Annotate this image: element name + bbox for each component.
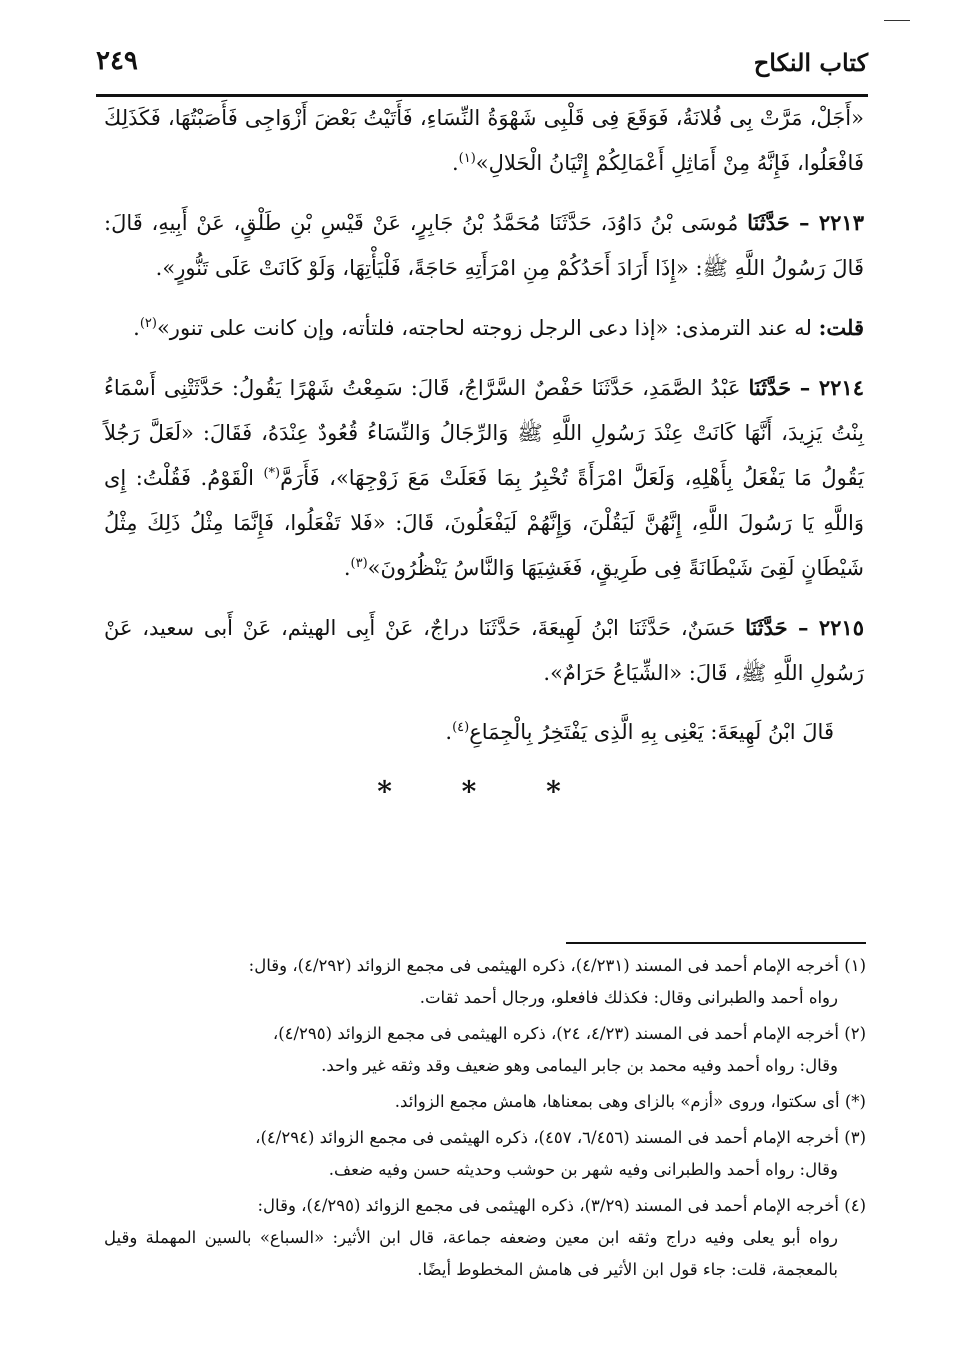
chapter-title: كتاب النكاح — [753, 48, 868, 77]
main-text — [104, 96, 864, 814]
hadith-2215: ٢٢١٥ – حَدَّثَنَا حَسَنٌ، حَدَّثَنَا ابْنُ لَهِيعَةَ، حَدَّثَنَا دراجٌ، عَنْ أَبِى الهيثم، عَنْ أَبى سعيد، عَنْ رَسُولِ اللَّهِ ﷺ، قَالَ: «الشِّيَاعُ حَرَامٌ». — [104, 615, 864, 685]
hadith-number: ٢٢١٤ – حَدَّثَنَا — [748, 375, 864, 400]
qult-note: قلت: له عند الترمذى: «إذا دعى الرجل زوجته لحاجته، فلتأته، وإن كانت على تنور»$^{(٢)}$. — [133, 315, 864, 340]
footnote-ref[interactable]: (٤) — [452, 720, 470, 735]
footnote-2: (٢) أخرجه الإمام أحمد فى المسند (٤/٢٣، ٢٤)، ذكره الهيثمى فى مجمع الزوائد (٤/٢٩٥)، وقال: رواه أحمد وفيه محمد بن جابر اليمامى وهو ضعيف وقد وثقه غير واحد. — [272, 1024, 866, 1075]
footnotes — [104, 950, 866, 1290]
footnote-1: (١) أخرجه الإمام أحمد فى المسند (٤/٢٣١)، ذكره الهيثمى فى مجمع الزوائد (٤/٢٩٢)، وقال: رواه أحمد والطبرانى وقال: فكذلك فافعلو، ورجال أحمد ثقات. — [248, 956, 866, 1007]
footnote-ref[interactable]: (٢) — [139, 316, 157, 331]
section-separator: * * * — [377, 775, 591, 808]
hadith-2214: ٢٢١٤ – حَدَّثَنَا عَبْدُ الصَّمَدِ، حَدَّثَنَا حَفْصٌ السَّرَّاجُ، قَالَ: سَمِعْتُ شَهْرًا يَقُولُ: حَدَّثَتْنِى أَسْمَاءُ بِنْتُ يَزِيدَ، أَنَّهَا كَانَتْ عِنْدَ رَسُولِ اللَّهِ ﷺ وَالرِّجَالُ وَالنِّسَاءُ قُعُودٌ عِنْدَهُ، فَقَالَ: «لَعَلَّ رَجُلاً يَقُولُ مَا يَفْعَلُ بِأَهْلِهِ، وَلَعَلَّ امْرَأَةً تُخْبِرُ بِمَا فَعَلَتْ مَعَ زَوْجِهَا»، فَأَرَمَّ(*) الْقَوْمُ. فَقُلْتُ: إِى وَاللَّهِ يَا رَسُولَ اللَّهِ، إِنَّهُنَّ لَيَقُلْنَ، وَإِنَّهُمْ لَيَفْعَلُونَ، قَالَ: «فَلا تَفْعَلُوا، فَإِنَّمَا مِثْلُ ذَلِكَ مِثْلُ شَيْطَانٍ لَقِىَ شَيْطَانَةً فِى طَرِيقٍ، فَغَشِيَهَا وَالنَّاسُ يَنْظُرُونَ»$^{(٣)}$. — [104, 375, 864, 580]
footnote-rule — [566, 942, 866, 944]
ibn-lahia-note: قَالَ ابْنُ لَهِيعَةَ: يَعْنِى بِهِ الَّذِى يَفْتَخِرُ بِالْجِمَاعِ$^{(٤)}$. — [445, 720, 834, 744]
hadith-number: ٢٢١٥ – حَدَّثَنَا — [745, 615, 864, 640]
page-header — [96, 40, 868, 90]
qult-label: قلت: — [818, 315, 864, 340]
footnote-ref[interactable]: (٣) — [350, 556, 368, 571]
footnote-3: (٣) أخرجه الإمام أحمد فى المسند (٦/٤٥٦، ٤٥٧)، ذكره الهيثمى فى مجمع الزوائد (٤/٢٩٤)، وقال: رواه أحمد والطبرانى وفيه شهر بن حوشب وحديثه حسن وفيه ضعف. — [255, 1128, 866, 1179]
footnote-ref[interactable]: (*) — [263, 466, 281, 481]
corner-mark — [884, 20, 910, 21]
hadith-number: ٢٢١٣ – حَدَّثَنَا — [747, 210, 864, 235]
paragraph-continuation: «أَجَلْ، مَرَّتْ بِى فُلانَةُ، فَوَقَعَ فِى قَلْبِى شَهْوَةُ النِّسَاءِ، فَأَتَيْتُ بَعْضَ أَزْوَاجِى فَأَصَبْتُهَا، فَكَذَلِكَ فَافْعَلُوا، فَإِنَّهُ مِنْ أَمَاثِلِ أَعْمَالِكُمْ إِتْيَانُ الْحَلالِ»$^{(١)}$. — [104, 106, 864, 175]
hadith-2213: ٢٢١٣ – حَدَّثَنَا مُوسَى بْنُ دَاوُدَ، حَدَّثَنَا مُحَمَّدُ بْنُ جَابِرٍ، عَنْ قَيْسِ بْنِ طَلْقٍ، عَنْ أَبِيهِ، قَالَ: قَالَ رَسُولُ اللَّهِ ﷺ: «إِذَا أَرَادَ أَحَدُكُمْ مِنِ امْرَأَتِهِ حَاجَةً، فَلْيَأْتِهَا، وَلَوْ كَانَتْ عَلَى تَنُّورٍ». — [104, 210, 864, 280]
page-number: ٢٤٩ — [96, 46, 138, 76]
footnote-4: (٤) أخرجه الإمام أحمد فى المسند (٣/٢٩)، ذكره الهيثمى فى مجمع الزوائد (٤/٢٩٥)، وقال: رواه أبو يعلى وفيه دراج وثقه ابن معين وضعفه جماعة، قال ابن الأثير: «السباع» بالسين المهملة وقيل بالمعجمة، قلت: جاء قول ابن الأثير فى هامش المخطوط أيضًا. — [104, 1196, 866, 1279]
footnote-star: (*) أى سكتوا، وروى «أزم» بالزاى وهى بمعناها، هامش مجمع الزوائد. — [394, 1092, 866, 1111]
footnote-ref[interactable]: (١) — [458, 151, 476, 166]
